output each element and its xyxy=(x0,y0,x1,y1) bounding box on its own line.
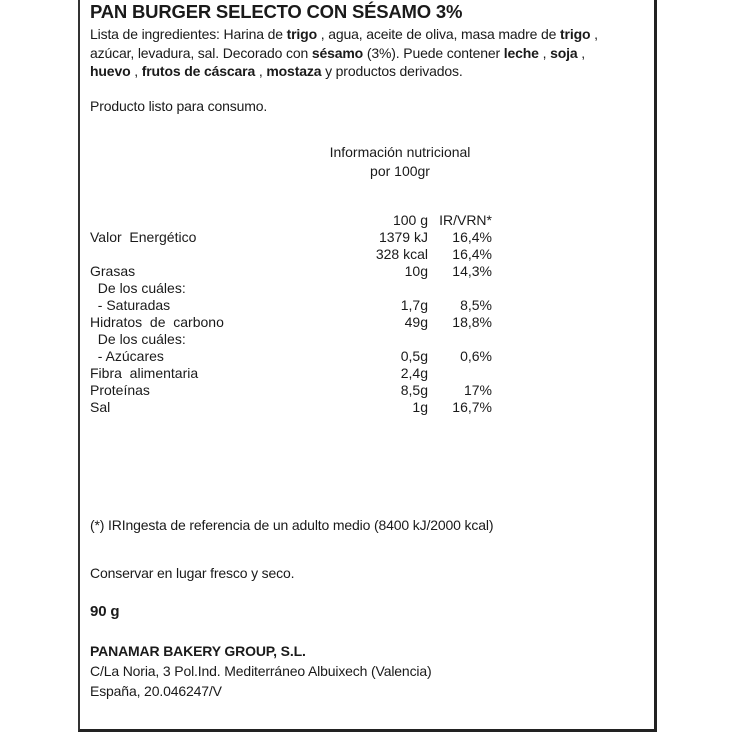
company-address: C/La Noria, 3 Pol.Ind. Mediterráneo Albuixech (Valencia) xyxy=(90,663,432,679)
nutrient-ir: 17% xyxy=(463,382,492,398)
nutrient-amount: 2,4g xyxy=(400,365,428,381)
ingredient-text: , xyxy=(538,44,551,61)
nutrient-name: - Saturadas xyxy=(90,297,171,313)
storage-note: Conservar en lugar fresco y seco. xyxy=(90,565,295,581)
ready-to-eat-note: Producto listo para consumo. xyxy=(90,98,268,114)
ingredient-text: Lista de ingredientes: Harina de xyxy=(90,26,287,42)
nutrition-row xyxy=(90,297,510,314)
nutrition-row xyxy=(90,280,510,297)
nutrition-heading-basis: por 100gr xyxy=(370,163,430,179)
nutrient-name: Valor Energético xyxy=(90,229,197,245)
allergen: sésamo xyxy=(311,44,364,61)
nutrition-row xyxy=(90,263,510,280)
ingredient-text: , xyxy=(255,63,267,79)
allergen: trigo xyxy=(286,26,317,42)
company-country-registry: España, 20.046247/V xyxy=(90,683,222,699)
nutrient-ir: 14,3% xyxy=(452,263,492,279)
allergen: trigo xyxy=(560,26,591,42)
nutrient-name: De los cuáles: xyxy=(90,331,186,347)
nutrition-row xyxy=(90,314,510,331)
nutrient-name: - Azúcares xyxy=(90,348,164,364)
company-name: PANAMAR BAKERY GROUP, S.L. xyxy=(90,643,306,659)
ingredient-text: , agua, aceite de oliva, masa madre de xyxy=(316,26,561,42)
nutrition-row xyxy=(90,331,510,348)
column-header-ir: IR/VRN* xyxy=(439,212,492,228)
nutrient-ir: 0,6% xyxy=(460,348,492,364)
ingredient-text: y productos derivados. xyxy=(321,63,463,79)
nutrient-name: De los cuáles: xyxy=(90,280,186,296)
nutrient-ir: 16,7% xyxy=(452,399,492,415)
nutrition-row xyxy=(90,399,510,416)
ingredient-text: , xyxy=(130,63,142,79)
nutrition-table-header xyxy=(90,212,510,229)
net-weight: 90 g xyxy=(90,603,120,620)
allergen: huevo xyxy=(90,63,131,79)
column-header-amount: 100 g xyxy=(392,212,428,228)
nutrient-amount: 1379 kJ xyxy=(378,229,428,245)
nutrition-row xyxy=(90,229,510,246)
nutrient-amount: 1,7g xyxy=(400,297,428,313)
nutrient-amount: 0,5g xyxy=(400,348,428,364)
nutrient-amount: 8,5g xyxy=(400,382,428,398)
allergen: leche xyxy=(503,44,539,61)
nutrient-ir: 16,4% xyxy=(452,229,492,245)
nutrition-heading xyxy=(300,143,500,181)
ingredient-text: (3%). Puede contener xyxy=(363,44,504,61)
nutrient-ir: 18,8% xyxy=(452,314,492,330)
ingredients-list xyxy=(90,25,610,81)
nutrient-amount: 10g xyxy=(404,263,428,279)
nutrition-row xyxy=(90,348,510,365)
nutrient-name: Sal xyxy=(90,399,111,415)
allergen: mostaza xyxy=(266,63,322,79)
allergen: frutos de cáscara xyxy=(141,63,256,79)
nutrient-amount: 328 kcal xyxy=(375,246,428,262)
nutrient-name: Fibra alimentaria xyxy=(90,365,199,381)
product-title: PAN BURGER SELECTO CON SÉSAMO 3% xyxy=(90,1,463,22)
nutrient-ir: 8,5% xyxy=(460,297,492,313)
ingredient-text: , azúcar, levadura, sal. Decorado con xyxy=(90,26,598,61)
nutrition-row xyxy=(90,382,510,399)
ingredient-text: , xyxy=(577,44,585,61)
nutrient-name: Hidratos de carbono xyxy=(90,314,224,330)
nutrition-row xyxy=(90,365,510,382)
allergen: soja xyxy=(550,44,578,61)
nutrition-row xyxy=(90,246,510,263)
nutrient-ir: 16,4% xyxy=(452,246,492,262)
nutrient-name: Grasas xyxy=(90,263,136,279)
nutrient-name: Proteínas xyxy=(90,382,150,398)
nutrient-amount: 1g xyxy=(412,399,428,415)
nutrient-amount: 49g xyxy=(404,314,428,330)
nutrition-heading-title: Información nutricional xyxy=(329,144,471,160)
footnote: (*) IRIngesta de referencia de un adulto medio (8400 kJ/2000 kcal) xyxy=(90,517,494,533)
